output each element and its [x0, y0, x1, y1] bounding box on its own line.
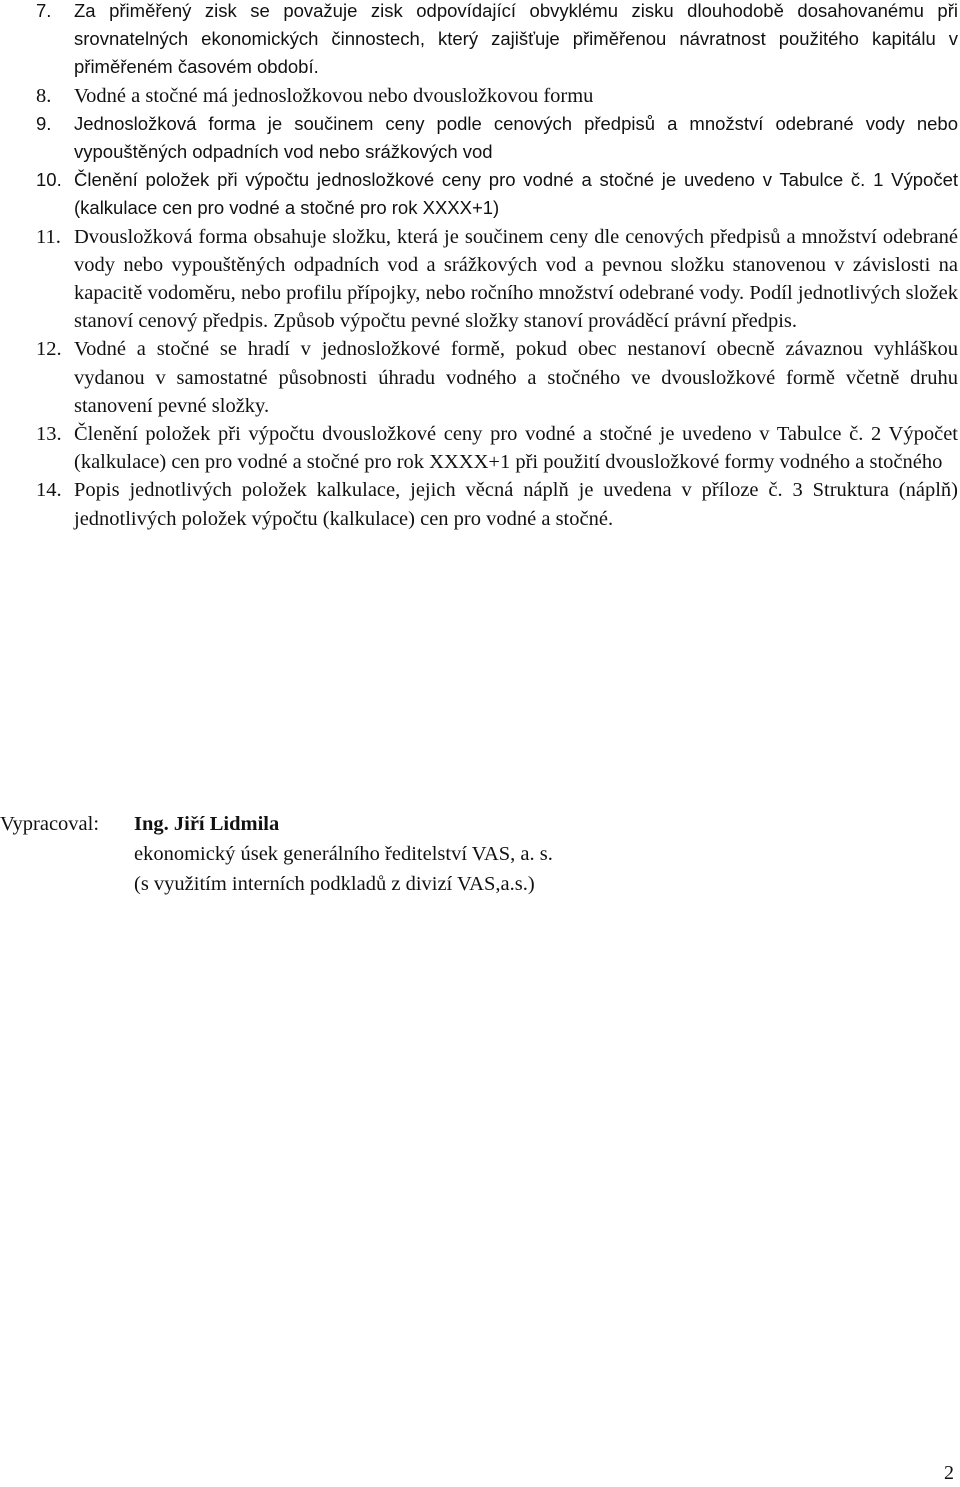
item-number: 13. [36, 423, 62, 446]
page-number: 2 [944, 1462, 954, 1484]
author-department: ekonomický úsek generálního ředitelství VAS, a. s. [134, 843, 553, 865]
item-text: Členění položek při výpočtu dvousložkové ceny pro vodné a stočné je uvedeno v Tabulce č. 2 Výpočet (kalkulace) cen pro vodné a stočné pro rok XXXX+1 při použití dvousložkové formy vodného a stočného [74, 423, 958, 474]
list-item [36, 110, 958, 166]
list-item [36, 223, 958, 336]
list-item [36, 82, 958, 110]
list-item [36, 335, 958, 420]
list-item [36, 476, 958, 532]
author-note: (s využitím interních podkladů z divizí VAS,a.s.) [134, 873, 535, 895]
item-number: 11. [36, 225, 61, 248]
item-number: 7. [36, 0, 52, 21]
item-text: Jednosložková forma je součinem ceny podle cenových předpisů a množství odebrané vody nebo vypouštěných odpadních vod nebo srážkových vod [74, 112, 958, 163]
item-number: 8. [36, 84, 52, 107]
item-number: 12. [36, 338, 62, 361]
item-text: Členění položek při výpočtu jednosložkové ceny pro vodné a stočné je uvedeno v Tabulce č. 1 Výpočet (kalkulace cen pro vodné a stočné pro rok XXXX+1) [74, 169, 958, 219]
author-block [0, 809, 553, 899]
item-text: Za přiměřený zisk se považuje zisk odpovídající obvyklému zisku dlouhodobě dosahovanému při srovnatelných ekonomických činnostech, který zajišťuje přiměřenou návratnost použitého kapitálu v přiměřeném časovém období. [74, 0, 958, 78]
item-text: Vodné a stočné se hradí v jednosložkové formě, pokud obec nestanoví obecně závaznou vyhláškou vydanou v samostatné působnosti úhradu vodného a stočného ve dvousložkové formě včetně druhu stanovení pevné složky. [74, 338, 958, 417]
author-row [0, 809, 553, 839]
item-text: Vodné a stočné má jednosložkovou nebo dvousložkovou formu [74, 84, 594, 107]
item-number: 10. [36, 169, 62, 191]
item-text: Popis jednotlivých položek kalkulace, jejich věcná náplň je uvedena v příloze č. 3 Struktura (náplň) jednotlivých položek výpočtu (kalkulace) cen pro vodné a stočné. [74, 479, 958, 530]
author-name: Ing. Jiří Lidmila [134, 813, 280, 835]
numbered-list [36, 0, 958, 533]
item-number: 14. [36, 479, 62, 502]
list-item [36, 166, 958, 222]
item-text: Dvousložková forma obsahuje složku, která je součinem ceny dle cenových předpisů a množství odebrané vody nebo vypouštěných odpadních vod a srážkových vod a pevnou složku stanovenou v závislosti na kapacitě vodoměru, nebo profilu přípojky, nebo ročního množství odebrané vody. Podíl jednotlivých složek stanoví cenový předpis. Způsob výpočtu pevné složky stanoví prováděcí právní předpis. [74, 225, 958, 333]
item-number: 9. [36, 112, 52, 134]
author-label: Vypracoval: [0, 813, 100, 835]
list-item [36, 0, 958, 82]
list-item [36, 420, 958, 476]
